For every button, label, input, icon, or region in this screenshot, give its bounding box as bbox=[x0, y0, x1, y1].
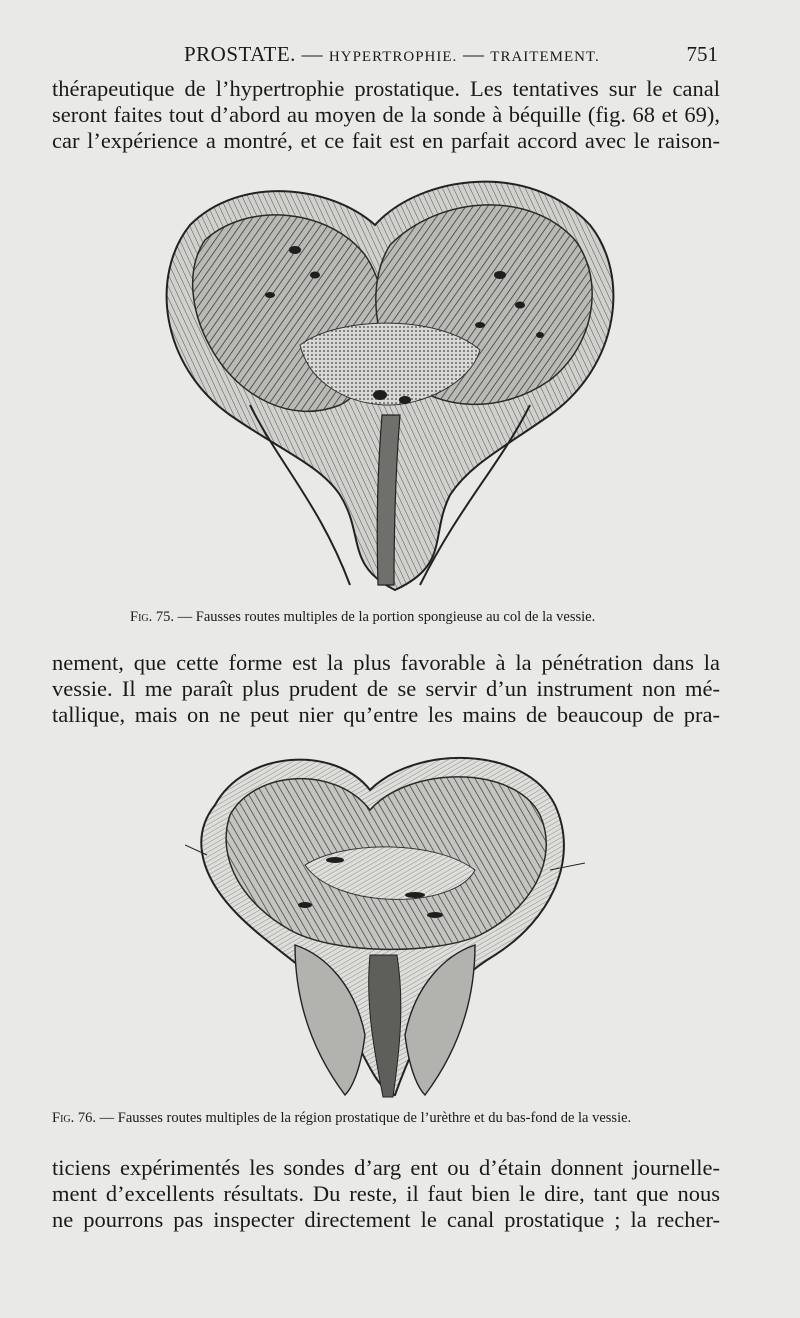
figure-76-caption bbox=[52, 1110, 631, 1127]
figure-75-engraving bbox=[150, 165, 640, 593]
figure-75-caption-text: — Fausses routes multiples de la portion spongieuse au col de la vessie. bbox=[177, 609, 596, 625]
paragraph-middle bbox=[52, 650, 720, 728]
figure-76-caption-text: — Fausses routes multiples de la région prostatique de l’urèthre et du bas-fond de la vessie. bbox=[99, 1110, 632, 1126]
running-title: PROSTATE. — HYPERTROPHIE. — TRAITEMENT. bbox=[184, 42, 600, 66]
text-line: car l’expérience a montré, et ce fait est en parfait accord avec le raison- bbox=[52, 128, 720, 153]
text-line: tallique, mais on ne peut nier qu’entre les mains de beaucoup de pra- bbox=[52, 702, 720, 727]
text-line: ticiens expérimentés les sondes d’arg ent ou d’étain donnent journelle- bbox=[52, 1155, 720, 1180]
text-line: vessie. Il me paraît plus prudent de se servir d’un instrument non mé- bbox=[52, 676, 720, 701]
running-header bbox=[52, 40, 718, 70]
text-line: ne pourrons pas inspecter directement le canal prostatique ; la recher- bbox=[52, 1207, 720, 1232]
topic-hypertrophie: HYPERTROPHIE. bbox=[328, 49, 458, 65]
text-line: seront faites tout d’abord au moyen de la sonde à béquille (fig. 68 et 69), bbox=[52, 102, 720, 127]
figure-76-label: Fig. 76. bbox=[52, 1110, 96, 1126]
text-line: ment d’excellents résultats. Du reste, il faut bien le dire, tant que nous bbox=[52, 1181, 720, 1206]
paragraph-top bbox=[52, 76, 720, 154]
text-line: thérapeutique de l’hypertrophie prostatique. Les tentatives sur le canal bbox=[52, 76, 720, 101]
text-line: nement, que cette forme est la plus favorable à la pénétration dans la bbox=[52, 650, 720, 675]
figure-75-label: Fig. 75. bbox=[130, 609, 174, 625]
figure-76-engraving bbox=[185, 745, 585, 1100]
section-title: PROSTATE. bbox=[184, 42, 296, 66]
topic-traitement: TRAITEMENT. bbox=[490, 49, 600, 65]
figure-75-caption bbox=[130, 609, 595, 626]
page-number: 751 bbox=[686, 42, 718, 66]
paragraph-bottom bbox=[52, 1155, 720, 1233]
